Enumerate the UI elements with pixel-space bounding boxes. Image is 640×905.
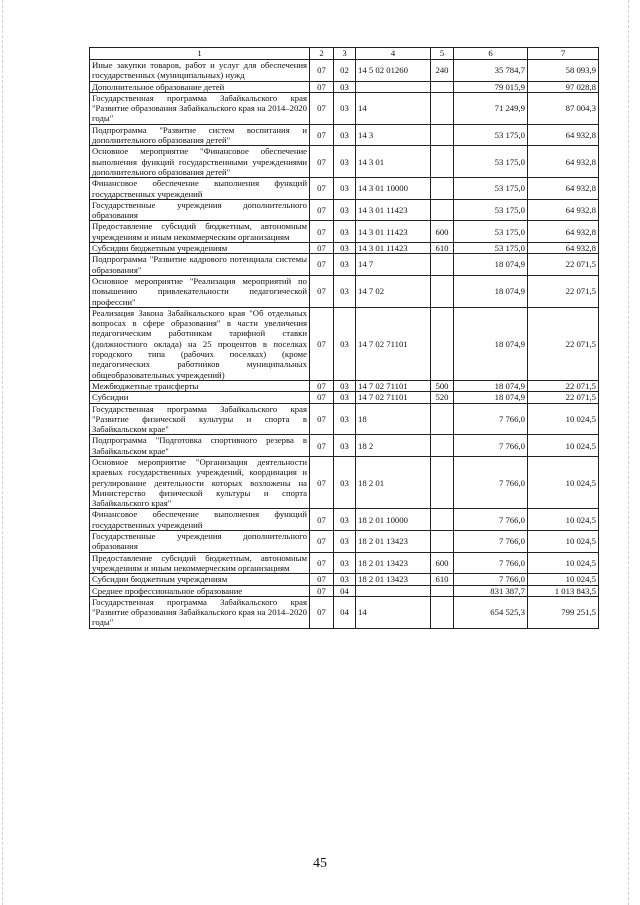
item-name-cell: Финансовое обеспечение выполнения функций государственных учреждений xyxy=(90,509,310,531)
table-row xyxy=(90,221,599,243)
section-code-cell: 07 xyxy=(310,243,334,254)
table-row xyxy=(90,403,599,435)
section-code-cell: 07 xyxy=(310,596,334,628)
target-article-cell: 14 7 02 71101 xyxy=(356,380,431,391)
expense-type-cell xyxy=(431,92,454,124)
item-name-cell: Финансовое обеспечение выполнения функций государственных учреждений xyxy=(90,178,310,200)
section-code-cell: 07 xyxy=(310,531,334,553)
scan-edge-left xyxy=(2,0,4,905)
table-row xyxy=(90,146,599,178)
item-name-cell: Подпрограмма "Развитие систем воспитания и дополнительного образования детей" xyxy=(90,124,310,146)
section-code-cell: 07 xyxy=(310,146,334,178)
target-article-cell: 14 3 01 11423 xyxy=(356,243,431,254)
section-code-cell: 07 xyxy=(310,60,334,82)
subsection-code-cell: 03 xyxy=(334,380,356,391)
amount-year1-cell: 18 074,9 xyxy=(454,392,528,403)
expense-type-cell: 600 xyxy=(431,221,454,243)
expense-type-cell xyxy=(431,435,454,457)
amount-year2-cell: 22 071,5 xyxy=(528,307,599,380)
item-name-cell: Среднее профессиональное образование xyxy=(90,585,310,596)
target-article-cell xyxy=(356,585,431,596)
item-name-cell: Иные закупки товаров, работ и услуг для обеспечения государственных (муниципальных) нужд xyxy=(90,60,310,82)
subsection-code-cell: 03 xyxy=(334,81,356,92)
target-article-cell: 14 3 01 11423 xyxy=(356,199,431,221)
amount-year2-cell: 22 071,5 xyxy=(528,392,599,403)
item-name-cell: Подпрограмма "Подготовка спортивного резерва в Забайкальском крае" xyxy=(90,435,310,457)
amount-year2-cell: 64 932,8 xyxy=(528,178,599,200)
amount-year1-cell: 7 766,0 xyxy=(454,403,528,435)
expense-type-cell: 520 xyxy=(431,392,454,403)
table-row xyxy=(90,124,599,146)
expense-type-cell xyxy=(431,596,454,628)
table-row xyxy=(90,275,599,307)
amount-year2-cell: 10 024,5 xyxy=(528,552,599,574)
amount-year2-cell: 22 071,5 xyxy=(528,275,599,307)
section-code-cell: 07 xyxy=(310,124,334,146)
expense-type-cell: 600 xyxy=(431,552,454,574)
target-article-cell: 18 2 01 xyxy=(356,456,431,508)
amount-year1-cell: 18 074,9 xyxy=(454,307,528,380)
amount-year1-cell: 7 766,0 xyxy=(454,509,528,531)
item-name-cell: Межбюджетные трансферты xyxy=(90,380,310,391)
subsection-code-cell: 03 xyxy=(334,574,356,585)
table-row xyxy=(90,574,599,585)
section-code-cell: 07 xyxy=(310,178,334,200)
target-article-cell: 14 7 02 71101 xyxy=(356,392,431,403)
amount-year1-cell: 654 525,3 xyxy=(454,596,528,628)
expense-type-cell xyxy=(431,509,454,531)
target-article-cell: 18 2 01 10000 xyxy=(356,509,431,531)
expense-type-cell xyxy=(431,146,454,178)
item-name-cell: Дополнительное образование детей xyxy=(90,81,310,92)
item-name-cell: Государственная программа Забайкальского края "Развитие образования Забайкальского края на 2014–2020 годы" xyxy=(90,92,310,124)
item-name-cell: Предоставление субсидий бюджетным, автономным учреждениям и иным некоммерческим организациям xyxy=(90,221,310,243)
amount-year1-cell: 53 175,0 xyxy=(454,124,528,146)
target-article-cell: 14 7 02 71101 xyxy=(356,307,431,380)
expense-type-cell xyxy=(431,124,454,146)
subsection-code-cell: 03 xyxy=(334,403,356,435)
column-header: 3 xyxy=(334,48,356,60)
expense-type-cell xyxy=(431,275,454,307)
amount-year2-cell: 799 251,5 xyxy=(528,596,599,628)
subsection-code-cell: 03 xyxy=(334,199,356,221)
target-article-cell: 18 2 xyxy=(356,435,431,457)
amount-year2-cell: 10 024,5 xyxy=(528,509,599,531)
section-code-cell: 07 xyxy=(310,199,334,221)
table-row xyxy=(90,307,599,380)
amount-year1-cell: 7 766,0 xyxy=(454,531,528,553)
subsection-code-cell: 03 xyxy=(334,275,356,307)
budget-table xyxy=(89,47,599,629)
amount-year1-cell: 18 074,9 xyxy=(454,275,528,307)
target-article-cell xyxy=(356,81,431,92)
section-code-cell: 07 xyxy=(310,585,334,596)
subsection-code-cell: 03 xyxy=(334,178,356,200)
amount-year2-cell: 64 932,8 xyxy=(528,199,599,221)
amount-year2-cell: 97 028,8 xyxy=(528,81,599,92)
expense-type-cell xyxy=(431,307,454,380)
column-header: 5 xyxy=(431,48,454,60)
scan-edge-right xyxy=(628,0,630,905)
item-name-cell: Субсидии бюджетным учреждениям xyxy=(90,243,310,254)
table-row xyxy=(90,552,599,574)
table-row xyxy=(90,531,599,553)
target-article-cell: 14 3 01 11423 xyxy=(356,221,431,243)
target-article-cell: 18 2 01 13423 xyxy=(356,574,431,585)
expense-type-cell xyxy=(431,178,454,200)
target-article-cell: 14 xyxy=(356,92,431,124)
amount-year1-cell: 7 766,0 xyxy=(454,456,528,508)
table-row xyxy=(90,509,599,531)
expense-type-cell xyxy=(431,199,454,221)
subsection-code-cell: 03 xyxy=(334,254,356,276)
amount-year1-cell: 71 249,9 xyxy=(454,92,528,124)
table-row xyxy=(90,60,599,82)
target-article-cell: 14 3 01 xyxy=(356,146,431,178)
expense-type-cell xyxy=(431,81,454,92)
target-article-cell: 14 7 02 xyxy=(356,275,431,307)
subsection-code-cell: 03 xyxy=(334,435,356,457)
expense-type-cell xyxy=(431,403,454,435)
subsection-code-cell: 03 xyxy=(334,124,356,146)
target-article-cell: 14 3 xyxy=(356,124,431,146)
amount-year2-cell: 87 004,3 xyxy=(528,92,599,124)
section-code-cell: 07 xyxy=(310,509,334,531)
section-code-cell: 07 xyxy=(310,456,334,508)
item-name-cell: Государственная программа Забайкальского края "Развитие физической культуры и спорта в Забайкальском крае" xyxy=(90,403,310,435)
amount-year1-cell: 35 784,7 xyxy=(454,60,528,82)
table-row xyxy=(90,380,599,391)
subsection-code-cell: 03 xyxy=(334,221,356,243)
amount-year2-cell: 1 013 843,5 xyxy=(528,585,599,596)
amount-year1-cell: 7 766,0 xyxy=(454,574,528,585)
subsection-code-cell: 04 xyxy=(334,585,356,596)
column-header: 2 xyxy=(310,48,334,60)
item-name-cell: Реализация Закона Забайкальского края "Об отдельных вопросах в сфере образования" в части увеличения педагогическим работникам тарифной ставки (должностного оклада) на 25 процентов в поселках городского типа (рабочих поселках) (кроме педагогических работников муниципальных общеобразовательных учреждений) xyxy=(90,307,310,380)
column-header: 6 xyxy=(454,48,528,60)
section-code-cell: 07 xyxy=(310,254,334,276)
subsection-code-cell: 03 xyxy=(334,243,356,254)
amount-year2-cell: 64 932,8 xyxy=(528,124,599,146)
amount-year2-cell: 10 024,5 xyxy=(528,456,599,508)
target-article-cell: 14 5 02 01260 xyxy=(356,60,431,82)
expense-type-cell: 610 xyxy=(431,574,454,585)
table-row xyxy=(90,254,599,276)
target-article-cell: 14 3 01 10000 xyxy=(356,178,431,200)
table-row xyxy=(90,178,599,200)
item-name-cell: Подпрограмма "Развитие кадрового потенциала системы образования" xyxy=(90,254,310,276)
section-code-cell: 07 xyxy=(310,275,334,307)
amount-year2-cell: 64 932,8 xyxy=(528,243,599,254)
amount-year2-cell: 10 024,5 xyxy=(528,574,599,585)
subsection-code-cell: 03 xyxy=(334,92,356,124)
table-row xyxy=(90,392,599,403)
subsection-code-cell: 02 xyxy=(334,60,356,82)
amount-year1-cell: 79 015,9 xyxy=(454,81,528,92)
table-row xyxy=(90,585,599,596)
section-code-cell: 07 xyxy=(310,221,334,243)
item-name-cell: Субсидии бюджетным учреждениям xyxy=(90,574,310,585)
table-row xyxy=(90,81,599,92)
amount-year2-cell: 10 024,5 xyxy=(528,531,599,553)
table-row xyxy=(90,199,599,221)
target-article-cell: 18 2 01 13423 xyxy=(356,552,431,574)
item-name-cell: Основное мероприятие "Организация деятельности краевых государственных учреждений, координация и регулирование деятельности которых возложены на Министерство физической культуры и спорта Забайкальского края" xyxy=(90,456,310,508)
item-name-cell: Субсидии xyxy=(90,392,310,403)
target-article-cell: 14 7 xyxy=(356,254,431,276)
amount-year2-cell: 22 071,5 xyxy=(528,380,599,391)
item-name-cell: Основное мероприятие "Реализация мероприятий по повышению привлекательности педагогической профессии" xyxy=(90,275,310,307)
subsection-code-cell: 03 xyxy=(334,392,356,403)
column-header: 1 xyxy=(90,48,310,60)
section-code-cell: 07 xyxy=(310,392,334,403)
amount-year1-cell: 53 175,0 xyxy=(454,199,528,221)
subsection-code-cell: 04 xyxy=(334,596,356,628)
amount-year1-cell: 18 074,9 xyxy=(454,254,528,276)
amount-year1-cell: 53 175,0 xyxy=(454,178,528,200)
table-row xyxy=(90,596,599,628)
table-row xyxy=(90,92,599,124)
target-article-cell: 18 xyxy=(356,403,431,435)
section-code-cell: 07 xyxy=(310,81,334,92)
item-name-cell: Государственные учреждения дополнительного образования xyxy=(90,199,310,221)
section-code-cell: 07 xyxy=(310,403,334,435)
item-name-cell: Государственные учреждения дополнительного образования xyxy=(90,531,310,553)
target-article-cell: 14 xyxy=(356,596,431,628)
item-name-cell: Основное мероприятие "Финансовое обеспечение выполнения функций государственными учреждениями дополнительного образования детей" xyxy=(90,146,310,178)
amount-year1-cell: 831 387,7 xyxy=(454,585,528,596)
subsection-code-cell: 03 xyxy=(334,531,356,553)
expense-type-cell: 610 xyxy=(431,243,454,254)
section-code-cell: 07 xyxy=(310,380,334,391)
amount-year1-cell: 53 175,0 xyxy=(454,243,528,254)
item-name-cell: Государственная программа Забайкальского края "Развитие образования Забайкальского края на 2014–2020 годы" xyxy=(90,596,310,628)
expense-type-cell xyxy=(431,254,454,276)
amount-year2-cell: 64 932,8 xyxy=(528,221,599,243)
column-header: 4 xyxy=(356,48,431,60)
target-article-cell: 18 2 01 13423 xyxy=(356,531,431,553)
amount-year1-cell: 7 766,0 xyxy=(454,435,528,457)
subsection-code-cell: 03 xyxy=(334,146,356,178)
expense-type-cell: 500 xyxy=(431,380,454,391)
amount-year1-cell: 7 766,0 xyxy=(454,552,528,574)
amount-year1-cell: 53 175,0 xyxy=(454,146,528,178)
section-code-cell: 07 xyxy=(310,307,334,380)
section-code-cell: 07 xyxy=(310,435,334,457)
section-code-cell: 07 xyxy=(310,574,334,585)
section-code-cell: 07 xyxy=(310,552,334,574)
expense-type-cell: 240 xyxy=(431,60,454,82)
amount-year1-cell: 53 175,0 xyxy=(454,221,528,243)
table-row xyxy=(90,456,599,508)
subsection-code-cell: 03 xyxy=(334,456,356,508)
subsection-code-cell: 03 xyxy=(334,552,356,574)
amount-year2-cell: 10 024,5 xyxy=(528,403,599,435)
amount-year2-cell: 10 024,5 xyxy=(528,435,599,457)
amount-year2-cell: 58 093,9 xyxy=(528,60,599,82)
expense-type-cell xyxy=(431,531,454,553)
subsection-code-cell: 03 xyxy=(334,307,356,380)
column-header: 7 xyxy=(528,48,599,60)
item-name-cell: Предоставление субсидий бюджетным, автономным учреждениям и иным некоммерческим организациям xyxy=(90,552,310,574)
expense-type-cell xyxy=(431,585,454,596)
page-number: 45 xyxy=(313,856,327,871)
table-body xyxy=(90,60,599,629)
amount-year2-cell: 64 932,8 xyxy=(528,146,599,178)
section-code-cell: 07 xyxy=(310,92,334,124)
amount-year2-cell: 22 071,5 xyxy=(528,254,599,276)
expense-type-cell xyxy=(431,456,454,508)
table-row xyxy=(90,435,599,457)
amount-year1-cell: 18 074,9 xyxy=(454,380,528,391)
table-row xyxy=(90,243,599,254)
table-header-row xyxy=(90,48,599,60)
subsection-code-cell: 03 xyxy=(334,509,356,531)
